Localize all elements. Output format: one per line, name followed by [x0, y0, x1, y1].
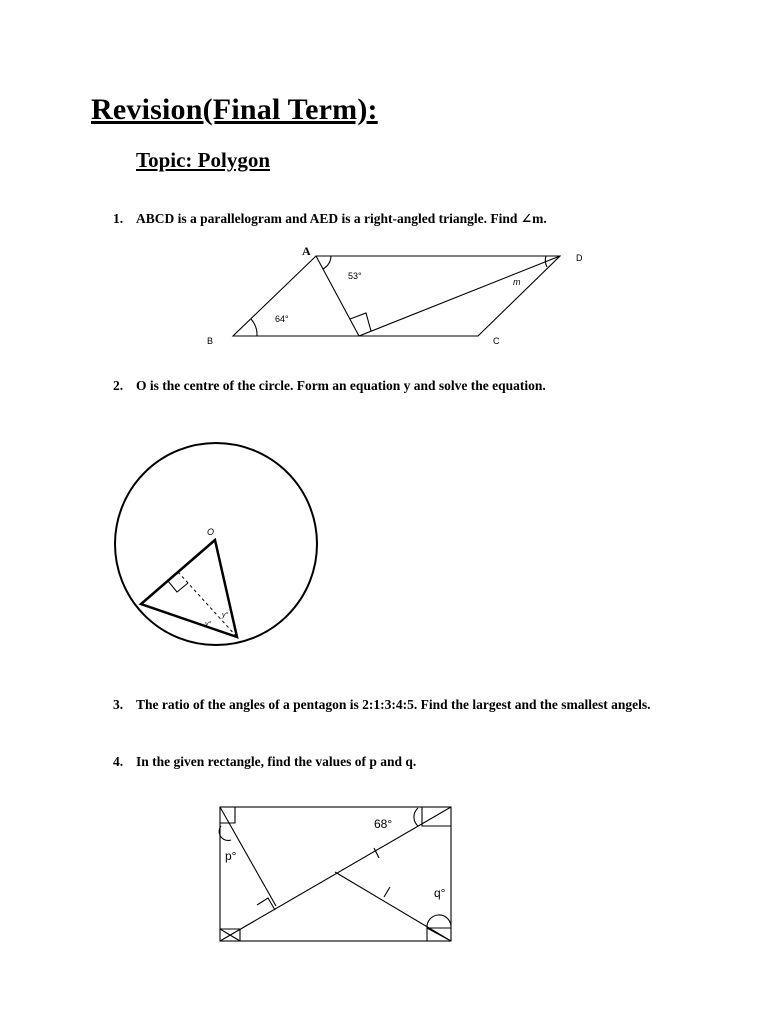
question-text: O is the centre of the circle. Form an equation y and solve the equation.: [136, 378, 546, 393]
label-y1: y°: [222, 612, 229, 619]
question-text: The ratio of the angles of a pentagon is 2:1:3:4:5. Find the largest and the smallest angels.: [136, 697, 651, 712]
tick-mark-2: [384, 887, 390, 897]
label-o: O: [207, 527, 215, 537]
question-text: In the given rectangle, find the values of p and q.: [136, 754, 417, 769]
label-q: q°: [434, 886, 446, 900]
angle-arc-p: [219, 826, 231, 840]
question-number: 3.: [113, 697, 124, 712]
bisector-diag-br: [427, 928, 451, 941]
question-number: 2.: [113, 378, 124, 393]
label-angle-64: 64°: [275, 314, 289, 324]
segment-to-bottom-right: [335, 872, 451, 941]
label-b: B: [207, 336, 214, 346]
label-angle-53: 53°: [348, 271, 362, 281]
question-number: 4.: [113, 754, 124, 769]
topic-heading: Topic: Polygon: [136, 148, 270, 172]
label-y2: y°: [205, 621, 212, 628]
label-c: C: [493, 336, 500, 346]
label-68: 68°: [374, 817, 393, 831]
angle-arc-q: [427, 915, 451, 928]
label-p: p°: [225, 849, 237, 863]
label-a: A: [302, 244, 311, 258]
label-m: m: [513, 277, 521, 287]
question-number: 1.: [113, 211, 124, 226]
page-title: Revision(Final Term):: [91, 93, 378, 126]
question-text: ABCD is a parallelogram and AED is a right-angled triangle. Find ∠m.: [136, 211, 547, 226]
label-d: D: [576, 253, 583, 263]
angle-arc-68: [414, 808, 418, 826]
